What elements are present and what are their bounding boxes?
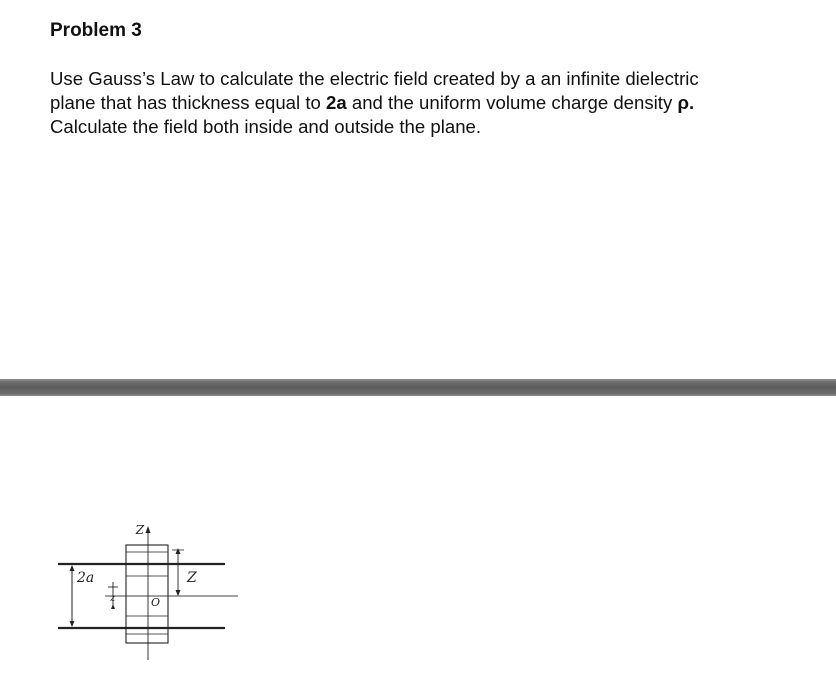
statement-line-2-mid: and the uniform volume charge density (346, 92, 678, 113)
thickness-label: 2a (77, 570, 95, 586)
charge-density-symbol: ρ. (677, 92, 695, 113)
problem-heading: Problem 3 (50, 20, 142, 41)
z-distance-arrow-bottom (176, 590, 181, 596)
statement-line-1: Use Gauss’s Law to calculate the electric field created by a an infinite dielectric (50, 68, 699, 89)
statement-line-2-start: plane that has thickness equal to (50, 92, 326, 113)
z-small-label: z (110, 593, 116, 604)
thickness-arrow-top (70, 565, 75, 571)
problem-statement (50, 67, 810, 139)
z-distance-label: Z (187, 570, 197, 586)
z-distance-arrow-top (176, 548, 181, 554)
page-divider (0, 379, 836, 396)
z-axis-arrow (146, 526, 151, 533)
z-marker-arrow (111, 604, 115, 609)
thickness-arrow-bottom (70, 621, 75, 627)
slab-diagram (50, 510, 250, 670)
z-axis-label: Z (135, 522, 144, 536)
origin-label: O (151, 596, 161, 609)
statement-line-3: Calculate the field both inside and outside the plane. (50, 116, 482, 137)
thickness-value: 2a (326, 92, 347, 113)
